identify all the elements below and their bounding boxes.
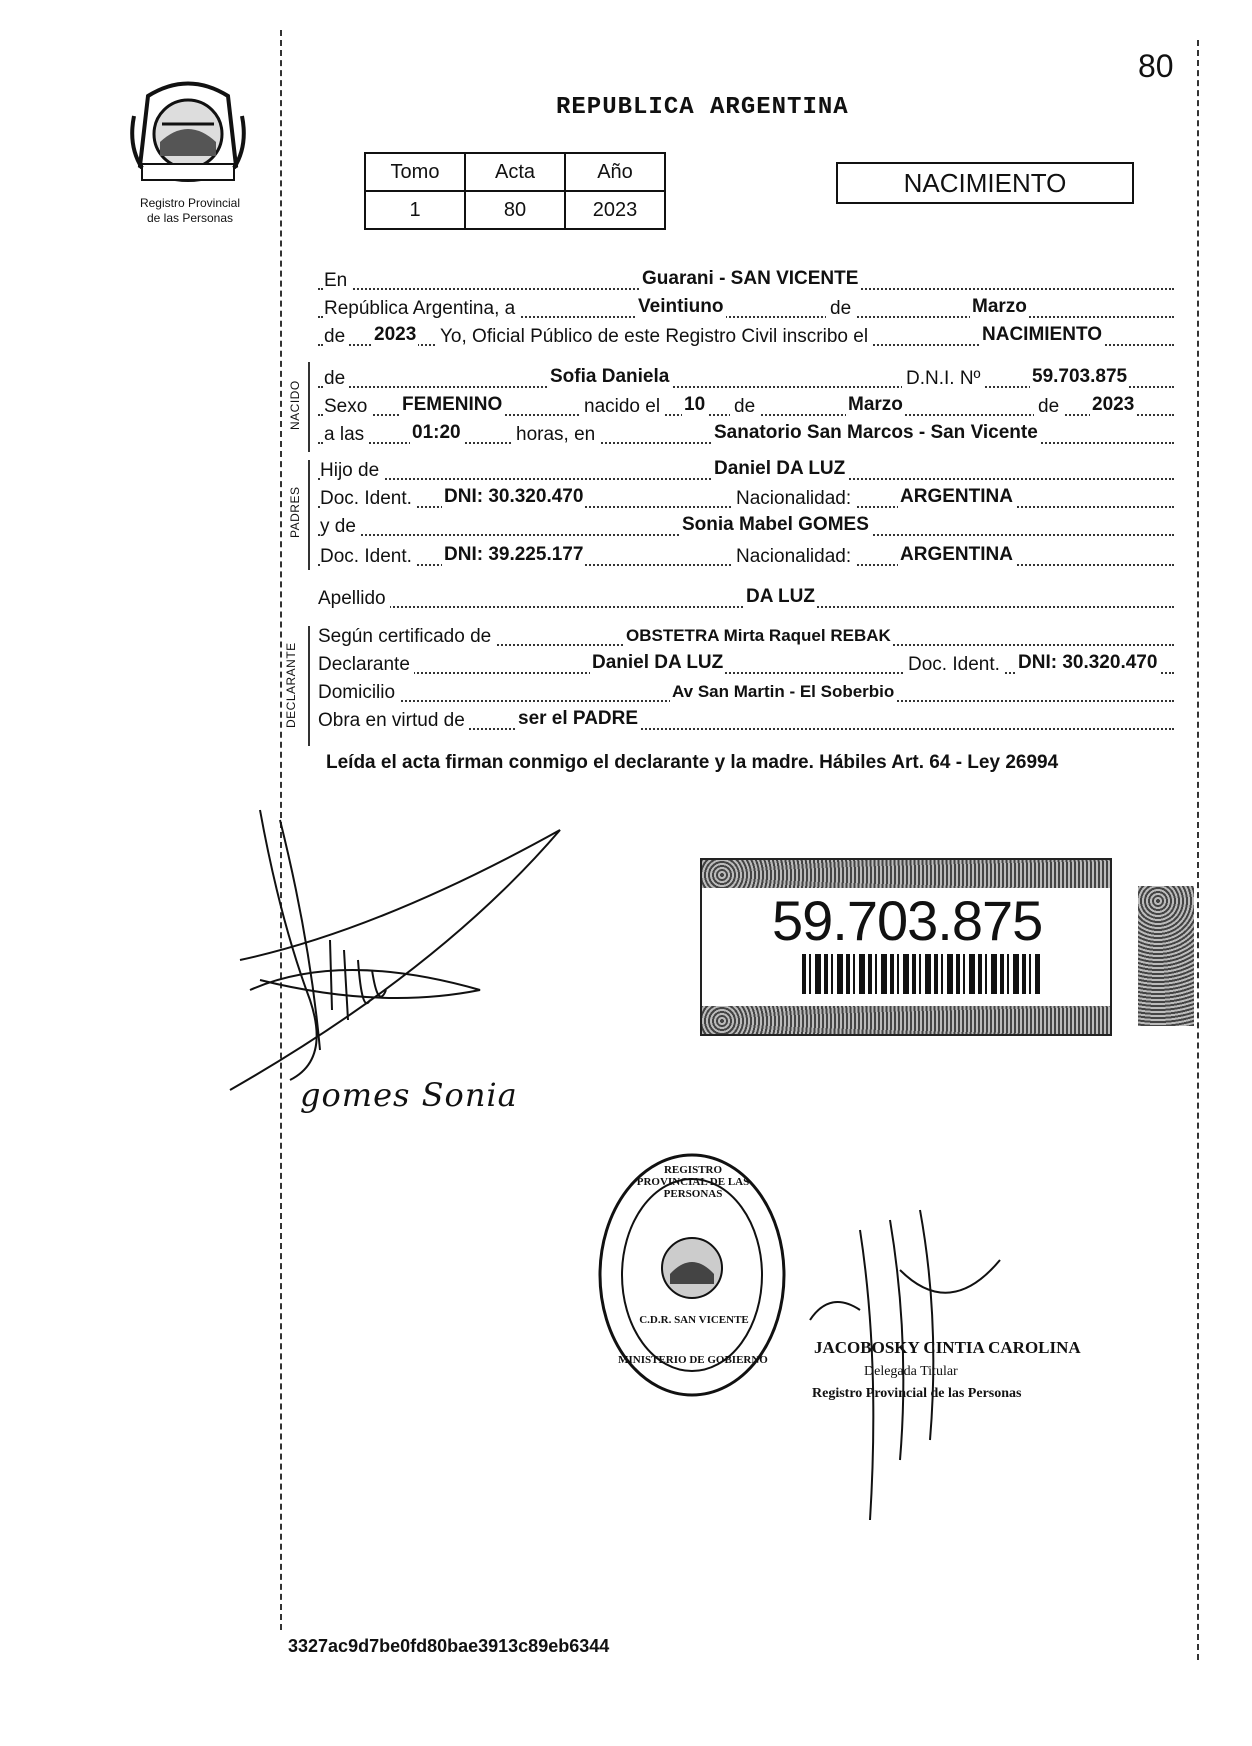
de4-label: de [1034,396,1063,418]
sticker-number: 59.703.875 [772,889,1043,952]
obra-value: ser el PADRE [518,708,639,729]
father-signature [220,800,580,1100]
table-value-acta: 80 [465,191,565,229]
official-org: Registro Provincial de las Personas [812,1386,1022,1401]
apellido-label: Apellido [318,588,390,610]
name-label: de [324,368,349,390]
sexo-label: Sexo [324,396,371,418]
stamp-outer-text: REGISTRO PROVINCIAL DE LAS PERSONAS [636,1164,750,1200]
sticker-pattern-top [702,860,1110,888]
obra-label: Obra en virtud de [318,710,469,732]
oficial-text: Yo, Oficial Público de este Registro Civil inscribo el [436,326,872,348]
form-row-mother [318,512,1174,540]
sticker-side-pattern [1138,886,1194,1026]
form-row-hijo [318,456,1174,484]
registry-stamp [594,1150,790,1400]
nacido-bracket [308,362,310,452]
sticker-barcode [802,954,1040,994]
form-row-inscribo [318,322,1174,350]
nac-label: Nacionalidad: [732,488,855,510]
republica-label: República Argentina, a [324,298,519,320]
hijo-label: Hijo de [320,460,383,482]
de-label: de [826,298,855,320]
en-label: En [324,270,351,292]
mother-signature: gomes Sonia [300,1076,518,1114]
place-value: Sanatorio San Marcos - San Vicente [714,422,1038,443]
de2-label: de [324,326,349,348]
declarante-value: Daniel DA LUZ [592,652,724,673]
mother-value: Sonia Mabel GOMES [682,514,869,535]
form-row-declarante [318,650,1174,678]
year-value: 2023 [374,324,417,345]
province-seal-icon [128,76,248,194]
form-row-name [318,364,1174,392]
table-value-tomo: 1 [365,191,465,229]
padres-bracket [308,460,310,570]
province-logo [128,76,248,194]
table-value-ano: 2023 [565,191,665,229]
day-value: Veintiuno [638,296,724,317]
declarante-bracket [308,626,310,746]
document-hash: 3327ac9d7be0fd80bae3913c89eb6344 [288,1636,610,1656]
sexo-value: FEMENINO [402,394,503,415]
doc3-label: Doc. Ident. [904,654,1004,676]
father-value: Daniel DA LUZ [714,458,846,479]
birth-year: 2023 [1092,394,1135,415]
mother-nat: ARGENTINA [900,544,1013,565]
page-title: REPUBLICA ARGENTINA [556,94,849,121]
table-header-tomo: Tomo [365,153,465,191]
segun-value: OBSTETRA Mirta Raquel REBAK [626,626,891,645]
dni-label: D.N.I. Nº [902,368,985,390]
form-row-domicilio [318,678,1174,706]
declarante-label: Declarante [318,654,414,676]
domicilio-value: Av San Martin - El Soberbio [672,682,895,701]
form-row-republica [318,294,1174,322]
nac2-label: Nacionalidad: [732,546,855,568]
official-role: Delegada Titular [864,1364,958,1379]
table-header-acta: Acta [465,153,565,191]
father-nat: ARGENTINA [900,486,1013,507]
mother-doc: DNI: 39.225.177 [444,544,584,565]
stamp-bottom-text: MINISTERIO DE GOBIERNO [618,1354,768,1366]
form-row-mother-doc [318,542,1174,570]
side-label-nacido: NACIDO [288,380,302,430]
doc-label: Doc. Ident. [320,488,416,510]
logo-caption-line2: de las Personas [146,211,234,225]
record-type-box: NACIMIENTO [836,162,1134,204]
logo-caption-line1: Registro Provincial [139,196,241,210]
side-label-declarante: DECLARANTE [284,642,298,728]
domicilio-label: Domicilio [318,682,399,704]
sticker-pattern-bottom [702,1006,1110,1034]
time-value: 01:20 [412,422,461,443]
dni-value: 59.703.875 [1032,366,1128,387]
official-signature [800,1200,1020,1520]
page-number: 80 [1138,48,1174,84]
inscribo-value: NACIMIENTO [982,324,1102,345]
form-row-en [318,266,1174,294]
father-doc: DNI: 30.320.470 [444,486,584,507]
closing-text: Leída el acta firman conmigo el declarante y la madre. Hábiles Art. 64 - Ley 26994 [326,752,1059,773]
month-value: Marzo [972,296,1027,317]
en-value: Guarani - SAN VICENTE [642,268,859,289]
birth-month: Marzo [848,394,903,415]
table-header-ano: Año [565,153,665,191]
yde-label: y de [320,516,360,538]
stamp-inner-text: C.D.R. SAN VICENTE [639,1314,749,1326]
apellido-value: DA LUZ [746,586,815,607]
form-row-obra [318,706,1174,734]
name-value: Sofia Daniela [550,366,670,387]
horas-label: horas, en [512,424,599,446]
right-margin-line [1197,40,1199,1660]
official-name: JACOBOSKY CINTIA CAROLINA [814,1338,1081,1357]
doc2-label: Doc. Ident. [320,546,416,568]
nacido-label: nacido el [580,396,664,418]
form-row-apellido [318,584,1174,612]
form-row-horas [318,420,1174,448]
declarante-doc: DNI: 30.320.470 [1018,652,1158,673]
record-table [364,152,666,230]
alas-label: a las [324,424,368,446]
segun-label: Según certificado de [318,626,495,648]
dni-sticker [700,858,1112,1036]
side-label-padres: PADRES [288,486,302,538]
form-row-father-doc [318,484,1174,512]
birth-day: 10 [684,394,706,415]
de3-label: de [730,396,759,418]
form-row-segun [318,622,1174,650]
form-row-sexo [318,392,1174,420]
